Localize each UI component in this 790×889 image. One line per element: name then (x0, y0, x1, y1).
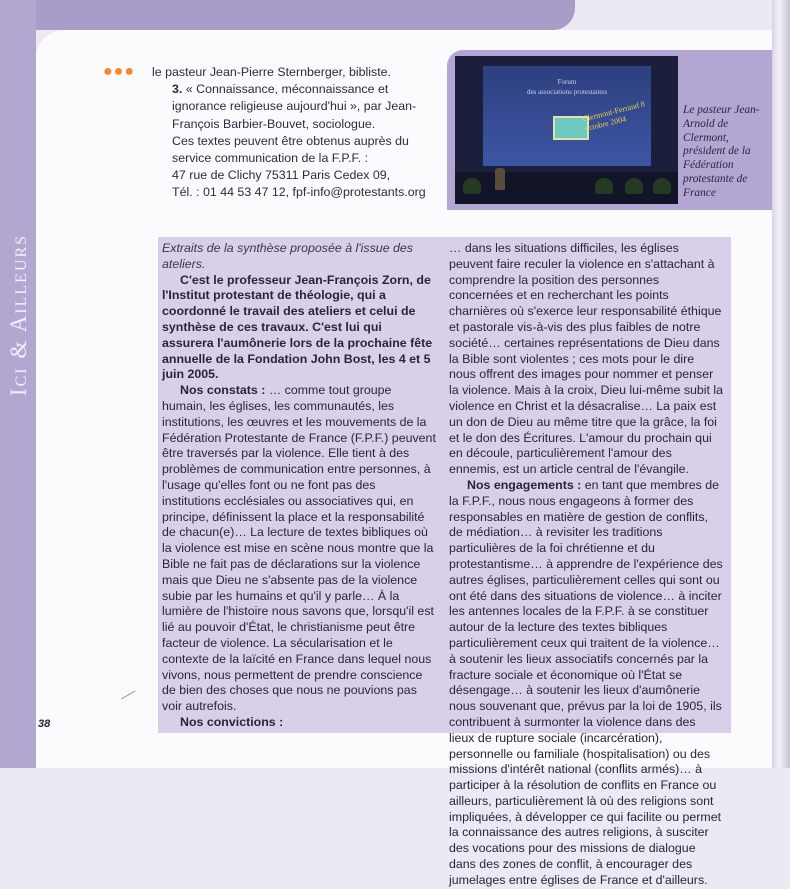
screen-text-3: Clermont-Ferrand 8 octobre 2004 (581, 99, 646, 134)
stage (455, 172, 678, 204)
photo-caption: Le pasteur Jean-Arnold de Clermont, président de la Fédération protestante de France (683, 104, 760, 199)
event-photo (455, 56, 678, 204)
article-lead: C'est le professeur Jean-François Zorn, de l'Institut protestant de théologie, qui a coordonné le travail des ateliers et celui de synthèse de ces travaux. C'est lui qui assurera l'aumônerie lors de la prochaine fête annuelle de la Fondation John Bost, les 4 et 5 juin 2005. (162, 272, 433, 382)
ref-address: 47 rue de Clichy 75311 Paris Cedex 09, (172, 168, 391, 183)
plant-icon (463, 178, 481, 194)
projection-screen (483, 66, 651, 166)
engagements-label: Nos engagements : (467, 477, 582, 492)
constats-label: Nos constats : (180, 383, 266, 398)
plant-icon (625, 178, 643, 194)
section-title-vertical (4, 220, 34, 410)
article-column-1 (162, 241, 436, 731)
screen-text-2: des associations protestantes (526, 88, 608, 96)
constats-paragraph: Nos constats : … comme tout groupe humain, les églises, les communautés, les institutions, les œuvres et les mouvements de la Fédération Protestante de France (F.P.F.) peuvent être traversés par la violence. Elle tient à des problèmes de communication entre personnes, à l'usage qu'elles font ou ne font pas des institutions ecclésiales ou associatives qui, en principe, définissent la place et la responsabilité de chacun(e)… La lecture de textes bibliques où la violence est mise en scène nous montre que la Bible ne fait pas de déclarations sur la violence mais que Dieu ne s'absente pas de la violence subie par les humains et qu'il y parle… À la lumière de l'histoire nous savons que, lorsqu'il est lié au pouvoir d'État, le christianisme peut être facteur de violence. La sécularisation et le contexte de la laïcité en France dans lequel nous vivons, nous permettent de prendre conscience de bien des choses que nous ne pouvions pas voir autrefois. (162, 383, 436, 714)
convictions-paragraph (162, 715, 436, 731)
section-title: Ici & Ailleurs (6, 233, 32, 397)
top-color-band (0, 0, 575, 30)
screen-text-1: Forum (557, 78, 577, 86)
page-edge (772, 0, 790, 768)
ref-line-3: Ces textes peuvent être obtenus auprès du service communication de la F.P.F. : (172, 133, 409, 166)
plant-icon (653, 178, 671, 194)
bullet-dots-icon: ●●● (103, 63, 135, 80)
convictions-label: Nos convictions : (180, 714, 284, 729)
ref-line-2: 3. « Connaissance, méconnaissance et ignorance religieuse aujourd'hui », par Jean-François Barbier-Bouvet, sociologue. (172, 82, 417, 131)
article-intro: Extraits de la synthèse proposée à l'issue des ateliers. (162, 241, 414, 271)
speaker-figure (495, 168, 505, 190)
convictions-continued: … dans les situations difficiles, les églises peuvent faire reculer la violence en s'attachant à comprendre la position des personnes concernées et en recherchant les points charnières où s'exerce leur responsabilité éthique et pastorale vis-à-vis des plus faibles de notre société… certaines représentations de Dieu dans la Bible sont violentes ; ces mots pour le dire nous offrent des images pour nommer et penser la violence. Mais à la croix, Dieu lui-même subit la violence en Christ et la désacralise… La paix est un don de Dieu au même titre que la grâce, la foi et le don des Écritures. L'amour du prochain qui en découle, particulièrement l'amour des ennemis, est un article central de l'évangile. (449, 241, 724, 477)
ref-contact: Tél. : 01 44 53 47 12, fpf-info@protestants.org (172, 185, 426, 200)
ref-number: 3. (172, 82, 183, 97)
plant-icon (595, 178, 613, 194)
article-column-2 (449, 241, 724, 889)
ref-line-1: le pasteur Jean-Pierre Sternberger, bibliste. (152, 65, 391, 79)
references-block (152, 64, 442, 202)
engagements-paragraph: Nos engagements : en tant que membres de la F.P.F., nous nous engageons à former des responsables en matière de gestion de conflits, de médiation… à revisiter les traditions particulières de la foi chrétienne et du protestantisme… à apprendre de l'expérience des autres églises, particulièrement celles qui sont ou ont été dans des situations de violence… à inciter les antennes locales de la F.P.F. à se constituer autour de la lecture des textes bibliques particulièrement ceux qui traitent de la violence… à soutenir les lieux associatifs concernés par la fracture sociale et économique où l'État se désengage… à soutenir les lieux d'aumônerie nous souvenant que, prévus par la loi de 1905, ils contribuent à surmonter la violence dans des lieux de rupture sociale (incarcération), personnelle ou familiale (hospitalisation) ou des missions d'intérêt national (conflits armés)… à participer à la résolution de conflits en France ou ailleurs, particulièrement là où des religions sont impliquées, à développer ce qui facilite ou permet la connaissance des autres religions, à susciter des vocations pour des missions de dialogue dans des zones de conflit, à encourager des jumelages entre églises de France et d'ailleurs. (449, 477, 723, 887)
page-number: 38 (38, 718, 51, 730)
